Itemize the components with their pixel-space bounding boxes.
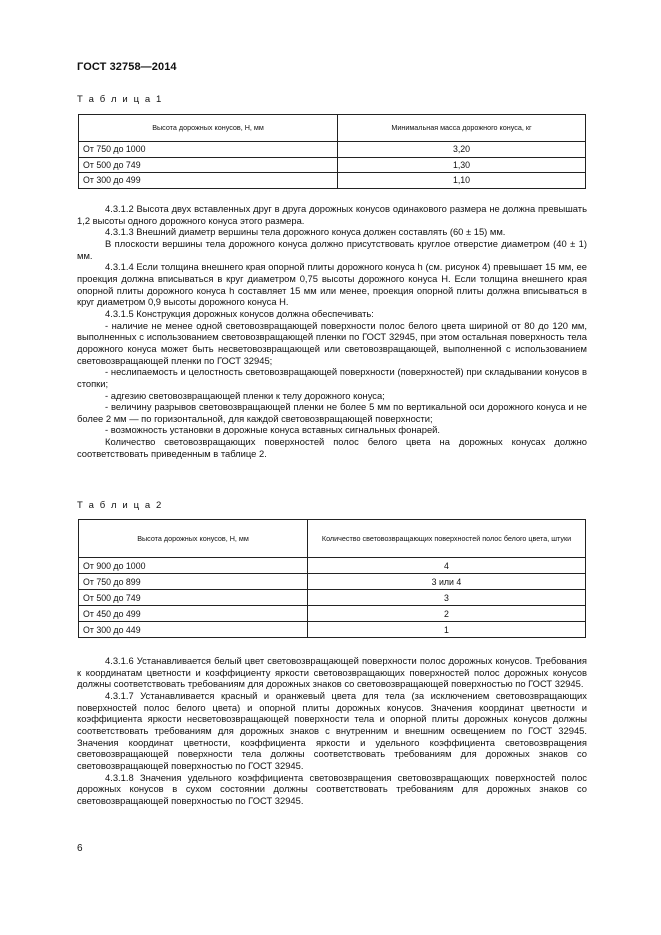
table1-header-mass: Минимальная масса дорожного конуса, кг [338,115,586,142]
paragraph: 4.3.1.3 Внешний диаметр вершины тела дорожного конуса должен составлять (60 ± 15) мм. [105,226,506,238]
paragraph: В плоскости вершины тела дорожного конуса должно присутствовать круглое отверстие диаметром (40 ± 1) мм. [77,237,587,261]
table-row [79,590,586,606]
table2-cell: От 900 до 1000 [79,558,308,574]
table2-header-height: Высота дорожных конусов, Н, мм [79,520,308,558]
table-row [79,622,586,638]
table2-cell: 3 [308,590,586,606]
page-number: 6 [77,843,83,854]
list-item: - адгезию световозвращающей пленки к телу дорожного конуса; [105,389,385,401]
table-row [79,606,586,622]
list-item: - наличие не менее одной световозвращающей поверхности полос белого цвета шириной от 80 до 120 мм, выполненных с использованием световозвращающей пленки по ГОСТ 32945, при этом остальная поверхность тела дорожного конуса может быть несветовозвращающей или световозвращающей, выполненной с использованием световозвращающей пленки по ГОСТ 32945; [77,319,587,366]
table1-cell: От 300 до 499 [79,173,338,189]
table2-cell: От 300 до 449 [79,622,308,638]
paragraph: 4.3.1.6 Устанавливается белый цвет световозвращающей поверхности полос дорожных конусов. Требования к координатам цветности и коэффициенту яркости световозвращающих поверхностей полос дорожных конусов должны соответствовать требованиям для дорожных знаков со световозвращающей поверхностью по ГОСТ 32945. [77,655,587,690]
paragraph: 4.3.1.2 Высота двух вставленных друг в друга дорожных конусов одинакового размера не должна превышать 1,2 высоты одного дорожного конуса этого размера. [77,203,587,226]
table1-cell: 1,30 [338,157,586,173]
table1-header-height: Высота дорожных конусов, Н, мм [79,115,338,142]
body-text-block-2 [77,655,587,807]
table1 [78,114,586,189]
table2-cell: От 500 до 749 [79,590,308,606]
paragraph: 4.3.1.8 Значения удельного коэффициента световозвращения световозвращающих поверхностей полос дорожных конусов в сухом состоянии должны соответствовать требованиям для дорожных знаков со световозвращающей поверхностью по ГОСТ 32945. [77,771,587,806]
table2-cell: 4 [308,558,586,574]
body-text-block-1 [77,203,587,459]
table1-cell: 3,20 [338,142,586,158]
table2-caption: Т а б л и ц а 2 [77,500,163,511]
table-row [79,142,586,158]
paragraph: 4.3.1.4 Если толщина внешнего края опорной плиты дорожного конуса h (см. рисунок 4) превышает 15 мм, ее проекция должна вписываться в круг диаметром 0,75 высоты дорожного конуса H. Если толщина внешнего края опорной плиты дорожного конуса h составляет 15 мм или менее, проекция опорной плиты должна вписываться в круг диаметром 0,9 высоты дорожного конуса H. [77,261,587,308]
list-item: - неслипаемость и целостность световозвращающей поверхности (поверхностей) при складывании конусов в стопки; [77,366,587,389]
table1-cell: 1,10 [338,173,586,189]
table2-header-count: Количество световозвращающих поверхностей полос белого цвета, штуки [308,520,586,558]
table2-cell: От 450 до 499 [79,606,308,622]
table1-cell: От 750 до 1000 [79,142,338,158]
table1-caption: Т а б л и ц а 1 [77,94,163,105]
paragraph: 4.3.1.7 Устанавливается красный и оранжевый цвета для тела (за исключением световозвращающих поверхностей полос белого цвета) и опорной плиты дорожных конусов. Значения координат цветности и коэффициента яркости несветовозвращающей поверхности тела и опорной плиты дорожных конусов должны соответствовать требованиям для дорожных знаков с внутренним и внешним освещением по ГОСТ 32945. Значения координат цветности, коэффициента яркости и удельного коэффициента световозвращения световозвращающей поверхности тела должны соответствовать требованиям для дорожных знаков со световозвращающей поверхностью по ГОСТ 32945. [77,689,587,771]
table-row [79,173,586,189]
table1-cell: От 500 до 749 [79,157,338,173]
table2-cell: 1 [308,622,586,638]
table2-cell: 3 или 4 [308,574,586,590]
paragraph: 4.3.1.5 Конструкция дорожных конусов должна обеспечивать: [105,307,374,319]
table-row [79,558,586,574]
table2-cell: 2 [308,606,586,622]
table-row [79,157,586,173]
list-item: - возможность установки в дорожные конуса вставных сигнальных фонарей. [105,424,441,436]
table2-cell: От 750 до 899 [79,574,308,590]
list-item: - величину разрывов световозвращающей пленки не более 5 мм по вертикальной оси дорожного конуса и не более 2 мм — по горизонтальной, для каждой световозвращающей поверхности; [77,401,587,424]
table2 [78,519,586,638]
standard-code-header: ГОСТ 32758—2014 [77,61,177,73]
paragraph: Количество световозвращающих поверхностей полос белого цвета на дорожных конусах должно соответствовать приведенным в таблице 2. [77,436,587,459]
table-row [79,574,586,590]
